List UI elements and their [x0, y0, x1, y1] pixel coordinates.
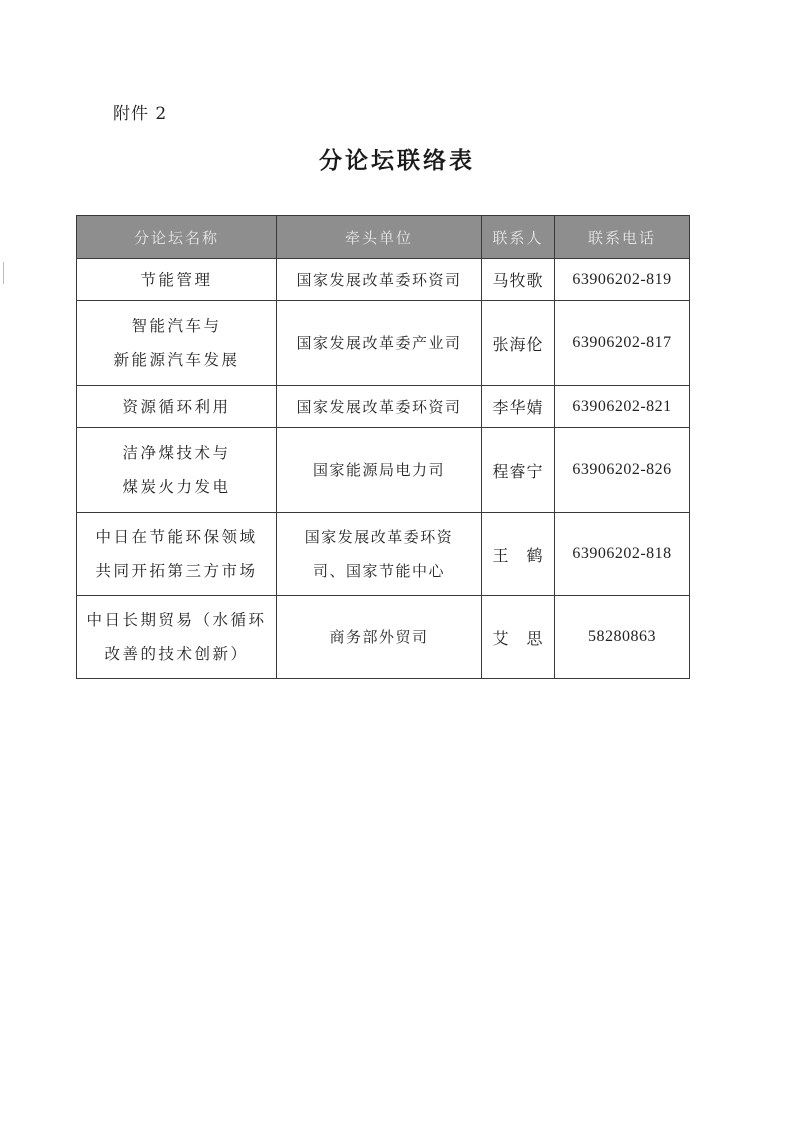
header-lead-unit: 牵头单位 [277, 216, 482, 259]
lead-unit-line: 国家发展改革委环资 [304, 528, 454, 546]
forum-name-line: 中日在节能环保领域 [95, 528, 258, 546]
forum-name-cell [77, 386, 277, 428]
forum-name-line: 改善的技术创新） [104, 645, 249, 663]
contact-person-cell: 艾 思 [482, 596, 555, 679]
forum-name-cell [77, 301, 277, 386]
phone-cell: 63906202-819 [555, 259, 690, 301]
scan-edge-mark [3, 262, 4, 284]
lead-unit-line: 国家能源局电力司 [312, 461, 445, 479]
lead-unit-line: 司、国家节能中心 [312, 562, 445, 580]
lead-unit-line: 商务部外贸司 [329, 628, 429, 646]
table-row [77, 428, 690, 513]
forum-name-cell [77, 428, 277, 513]
contact-person-cell: 马牧歌 [482, 259, 555, 301]
forum-name-cell [77, 513, 277, 596]
table-header-row [77, 216, 690, 259]
lead-unit-cell [277, 428, 482, 513]
lead-unit-cell [277, 386, 482, 428]
table-row [77, 513, 690, 596]
page-title: 分论坛联络表 [319, 147, 475, 174]
table-row [77, 596, 690, 679]
forum-name-line: 智能汽车与 [131, 317, 222, 335]
attachment-label: 附件 2 [113, 104, 168, 124]
forum-name-cell [77, 596, 277, 679]
phone-cell: 63906202-821 [555, 386, 690, 428]
table-row [77, 301, 690, 386]
contact-person-cell: 王 鹤 [482, 513, 555, 596]
lead-unit-cell [277, 596, 482, 679]
forum-name-line: 共同开拓第三方市场 [95, 562, 258, 580]
phone-cell: 63906202-818 [555, 513, 690, 596]
lead-unit-line: 国家发展改革委环资司 [296, 270, 462, 289]
header-phone: 联系电话 [555, 216, 690, 259]
contact-person-cell: 李华婧 [482, 386, 555, 428]
lead-unit-cell [277, 513, 482, 596]
forum-name-line: 煤炭火力发电 [122, 478, 231, 496]
contact-person-cell: 张海伦 [482, 301, 555, 386]
phone-cell: 58280863 [555, 596, 690, 679]
forum-name-line: 节能管理 [140, 270, 213, 289]
table-row [77, 386, 690, 428]
lead-unit-line: 国家发展改革委产业司 [296, 334, 462, 352]
contact-person-cell: 程睿宁 [482, 428, 555, 513]
forum-name-line: 新能源汽车发展 [113, 351, 240, 369]
lead-unit-cell [277, 301, 482, 386]
phone-cell: 63906202-826 [555, 428, 690, 513]
lead-unit-line: 国家发展改革委环资司 [296, 397, 462, 416]
header-contact-person: 联系人 [482, 216, 555, 259]
lead-unit-cell [277, 259, 482, 301]
forum-name-line: 中日长期贸易（水循环 [86, 611, 267, 629]
forum-name-line: 洁净煤技术与 [122, 444, 231, 462]
forum-name-cell [77, 259, 277, 301]
forum-name-line: 资源循环利用 [122, 397, 231, 416]
header-forum-name: 分论坛名称 [77, 216, 277, 259]
forum-contact-table [76, 215, 690, 679]
table-row [77, 259, 690, 301]
phone-cell: 63906202-817 [555, 301, 690, 386]
